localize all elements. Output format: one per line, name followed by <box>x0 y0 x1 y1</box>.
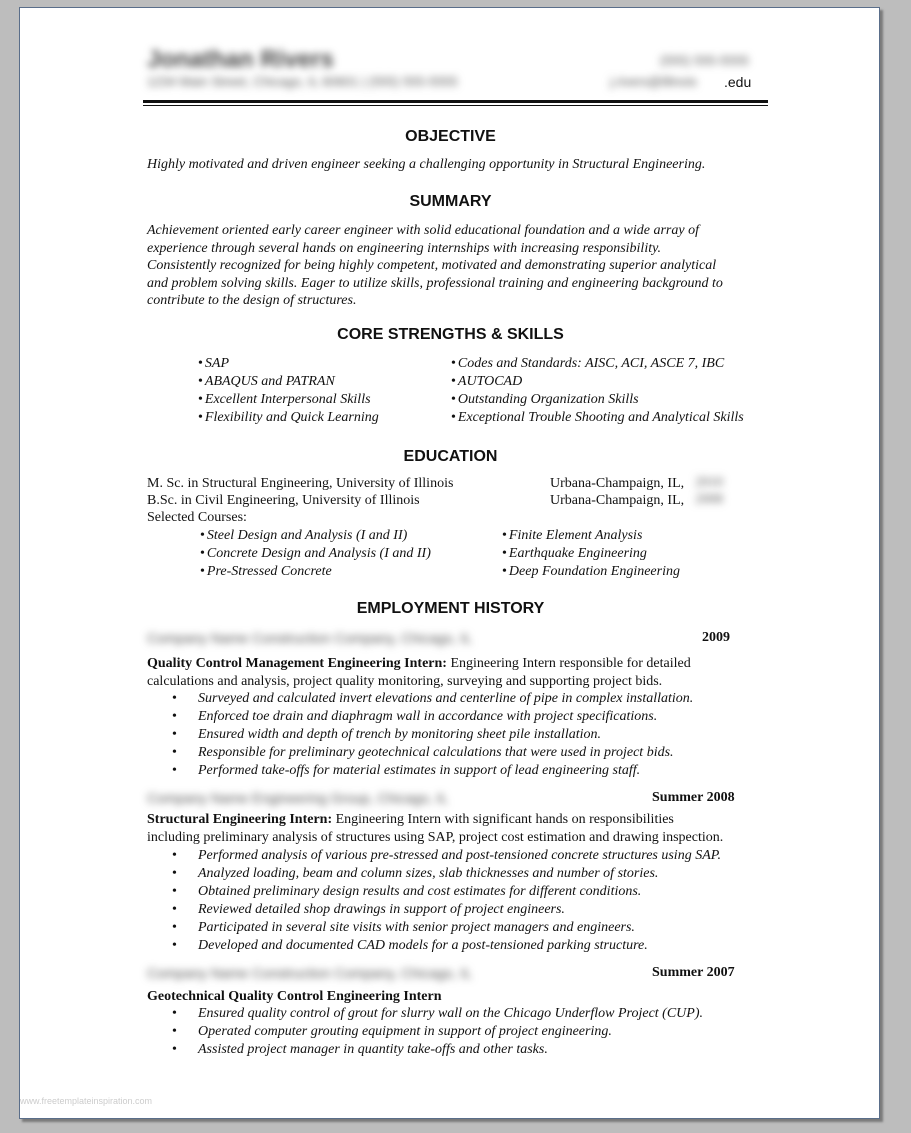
list-item: • Performed analysis of various pre-stressed and post-tensioned concrete structures using SAP. <box>172 847 721 865</box>
candidate-address: 1234 Main Street, Chicago, IL 60601 | (555) 555-5555 <box>147 74 458 89</box>
job-bullets <box>172 690 693 780</box>
list-item: • AUTOCAD <box>451 373 744 391</box>
list-item: • Exceptional Trouble Shooting and Analytical Skills <box>451 409 744 427</box>
job-description <box>147 655 857 690</box>
watermark-footer: www.freetemplateinspiration.com <box>20 1096 153 1106</box>
resume-page <box>19 7 880 1119</box>
summary-line: contribute to the design of structures. <box>147 293 357 308</box>
list-item: • Assisted project manager in quantity take-offs and other tasks. <box>172 1041 703 1059</box>
list-item: • Surveyed and calculated invert elevations and centerline of pipe in complex installation. <box>172 690 693 708</box>
job-company: Company Name Construction Company, Chicago, IL <box>147 630 473 646</box>
header-rule-thick <box>143 100 768 103</box>
job-company: Company Name Construction Company, Chicago, IL <box>147 965 473 981</box>
job-description <box>147 811 857 846</box>
job-desc-line: calculations and analysis, project quality monitoring, surveying and supporting project bids. <box>147 673 663 689</box>
objective-heading: OBJECTIVE <box>405 128 496 145</box>
degree-bachelors-year: 2008 <box>695 492 723 507</box>
list-item: • Pre-Stressed Concrete <box>200 563 431 581</box>
list-item: • Ensured width and depth of trench by monitoring sheet pile installation. <box>172 726 693 744</box>
summary-text <box>147 222 787 310</box>
list-item: • Codes and Standards: AISC, ACI, ASCE 7, IBC <box>451 355 744 373</box>
job-date: Summer 2008 <box>652 790 735 805</box>
degree-masters: M. Sc. in Structural Engineering, University of Illinois <box>147 476 454 491</box>
header-rule-thin <box>143 105 768 106</box>
education-heading: EDUCATION <box>403 448 498 465</box>
list-item: • Responsible for preliminary geotechnical calculations that were used in project bids. <box>172 744 693 762</box>
list-item: • Reviewed detailed shop drawings in support of project engineers. <box>172 901 721 919</box>
skills-heading: CORE STRENGTHS & SKILLS <box>337 326 564 343</box>
summary-line: Achievement oriented early career engineer with solid educational foundation and a wide array of <box>147 223 699 238</box>
list-item: • Participated in several site visits with senior project managers and engineers. <box>172 919 721 937</box>
list-item: • Operated computer grouting equipment in support of project engineering. <box>172 1023 703 1041</box>
summary-line: experience through several hands on engineering internships with increasing responsibility. <box>147 240 662 256</box>
job-bullets <box>172 1005 703 1059</box>
job-title: Geotechnical Quality Control Engineering Intern <box>147 989 442 1004</box>
degree-bachelors: B.Sc. in Civil Engineering, University of Illinois <box>147 493 420 508</box>
degree-bachelors-location: Urbana-Champaign, IL, <box>550 493 685 508</box>
list-item: • Excellent Interpersonal Skills <box>198 391 379 409</box>
job-date: 2009 <box>702 630 730 645</box>
summary-line: and problem solving skills. Eager to utilize skills, professional training and engineering background to <box>147 275 723 291</box>
candidate-phone: (555) 555-5555 <box>660 53 749 68</box>
job-bullets <box>172 847 721 955</box>
candidate-name: Jonathan Rivers <box>147 46 334 73</box>
job-desc-line: Engineering Intern responsible for detailed <box>446 656 691 671</box>
degree-masters-location: Urbana-Champaign, IL, <box>550 476 685 491</box>
courses-label: Selected Courses: <box>147 510 247 525</box>
job-description <box>147 988 442 1006</box>
degree-masters-year: 2010 <box>695 475 723 490</box>
objective-text: Highly motivated and driven engineer seeking a challenging opportunity in Structural Engineering. <box>147 157 706 172</box>
job-date: Summer 2007 <box>652 965 735 980</box>
list-item: • Obtained preliminary design results and cost estimates for different conditions. <box>172 883 721 901</box>
list-item: • Enforced toe drain and diaphragm wall in accordance with project specifications. <box>172 708 693 726</box>
summary-line: Consistently recognized for being highly competent, motivated and demonstrating superior analytical <box>147 258 717 273</box>
list-item: • ABAQUS and PATRAN <box>198 373 379 391</box>
job-title: Structural Engineering Intern: <box>147 812 333 827</box>
email-local-part: j.rivers@illinois <box>610 74 697 89</box>
list-item: • Performed take-offs for material estimates in support of lead engineering staff. <box>172 762 693 780</box>
skills-right-list <box>451 355 744 427</box>
employment-heading: EMPLOYMENT HISTORY <box>356 600 545 617</box>
courses-right-list <box>502 527 680 581</box>
job-title: Quality Control Management Engineering Intern: <box>147 656 447 671</box>
list-item: • Earthquake Engineering <box>502 545 680 563</box>
list-item: • Finite Element Analysis <box>502 527 680 545</box>
list-item: • SAP <box>198 355 379 373</box>
list-item: • Flexibility and Quick Learning <box>198 409 379 427</box>
courses-left-list <box>200 527 431 581</box>
list-item: • Developed and documented CAD models for a post-tensioned parking structure. <box>172 937 721 955</box>
job-company: Company Name Engineering Group, Chicago, IL <box>147 790 449 806</box>
list-item: • Steel Design and Analysis (I and II) <box>200 527 431 545</box>
email-domain: .edu <box>724 74 752 90</box>
list-item: • Outstanding Organization Skills <box>451 391 744 409</box>
list-item: • Ensured quality control of grout for slurry wall on the Chicago Underflow Project (CUP). <box>172 1005 703 1023</box>
list-item: • Concrete Design and Analysis (I and II) <box>200 545 431 563</box>
job-desc-line: including preliminary analysis of structures using SAP, project cost estimation and drawing inspection. <box>147 829 724 845</box>
list-item: • Deep Foundation Engineering <box>502 563 680 581</box>
skills-left-list <box>198 355 379 427</box>
list-item: • Analyzed loading, beam and column sizes, slab thicknesses and number of stories. <box>172 865 721 883</box>
summary-heading: SUMMARY <box>409 193 492 210</box>
job-desc-line: Engineering Intern with significant hands on responsibilities <box>332 812 674 827</box>
